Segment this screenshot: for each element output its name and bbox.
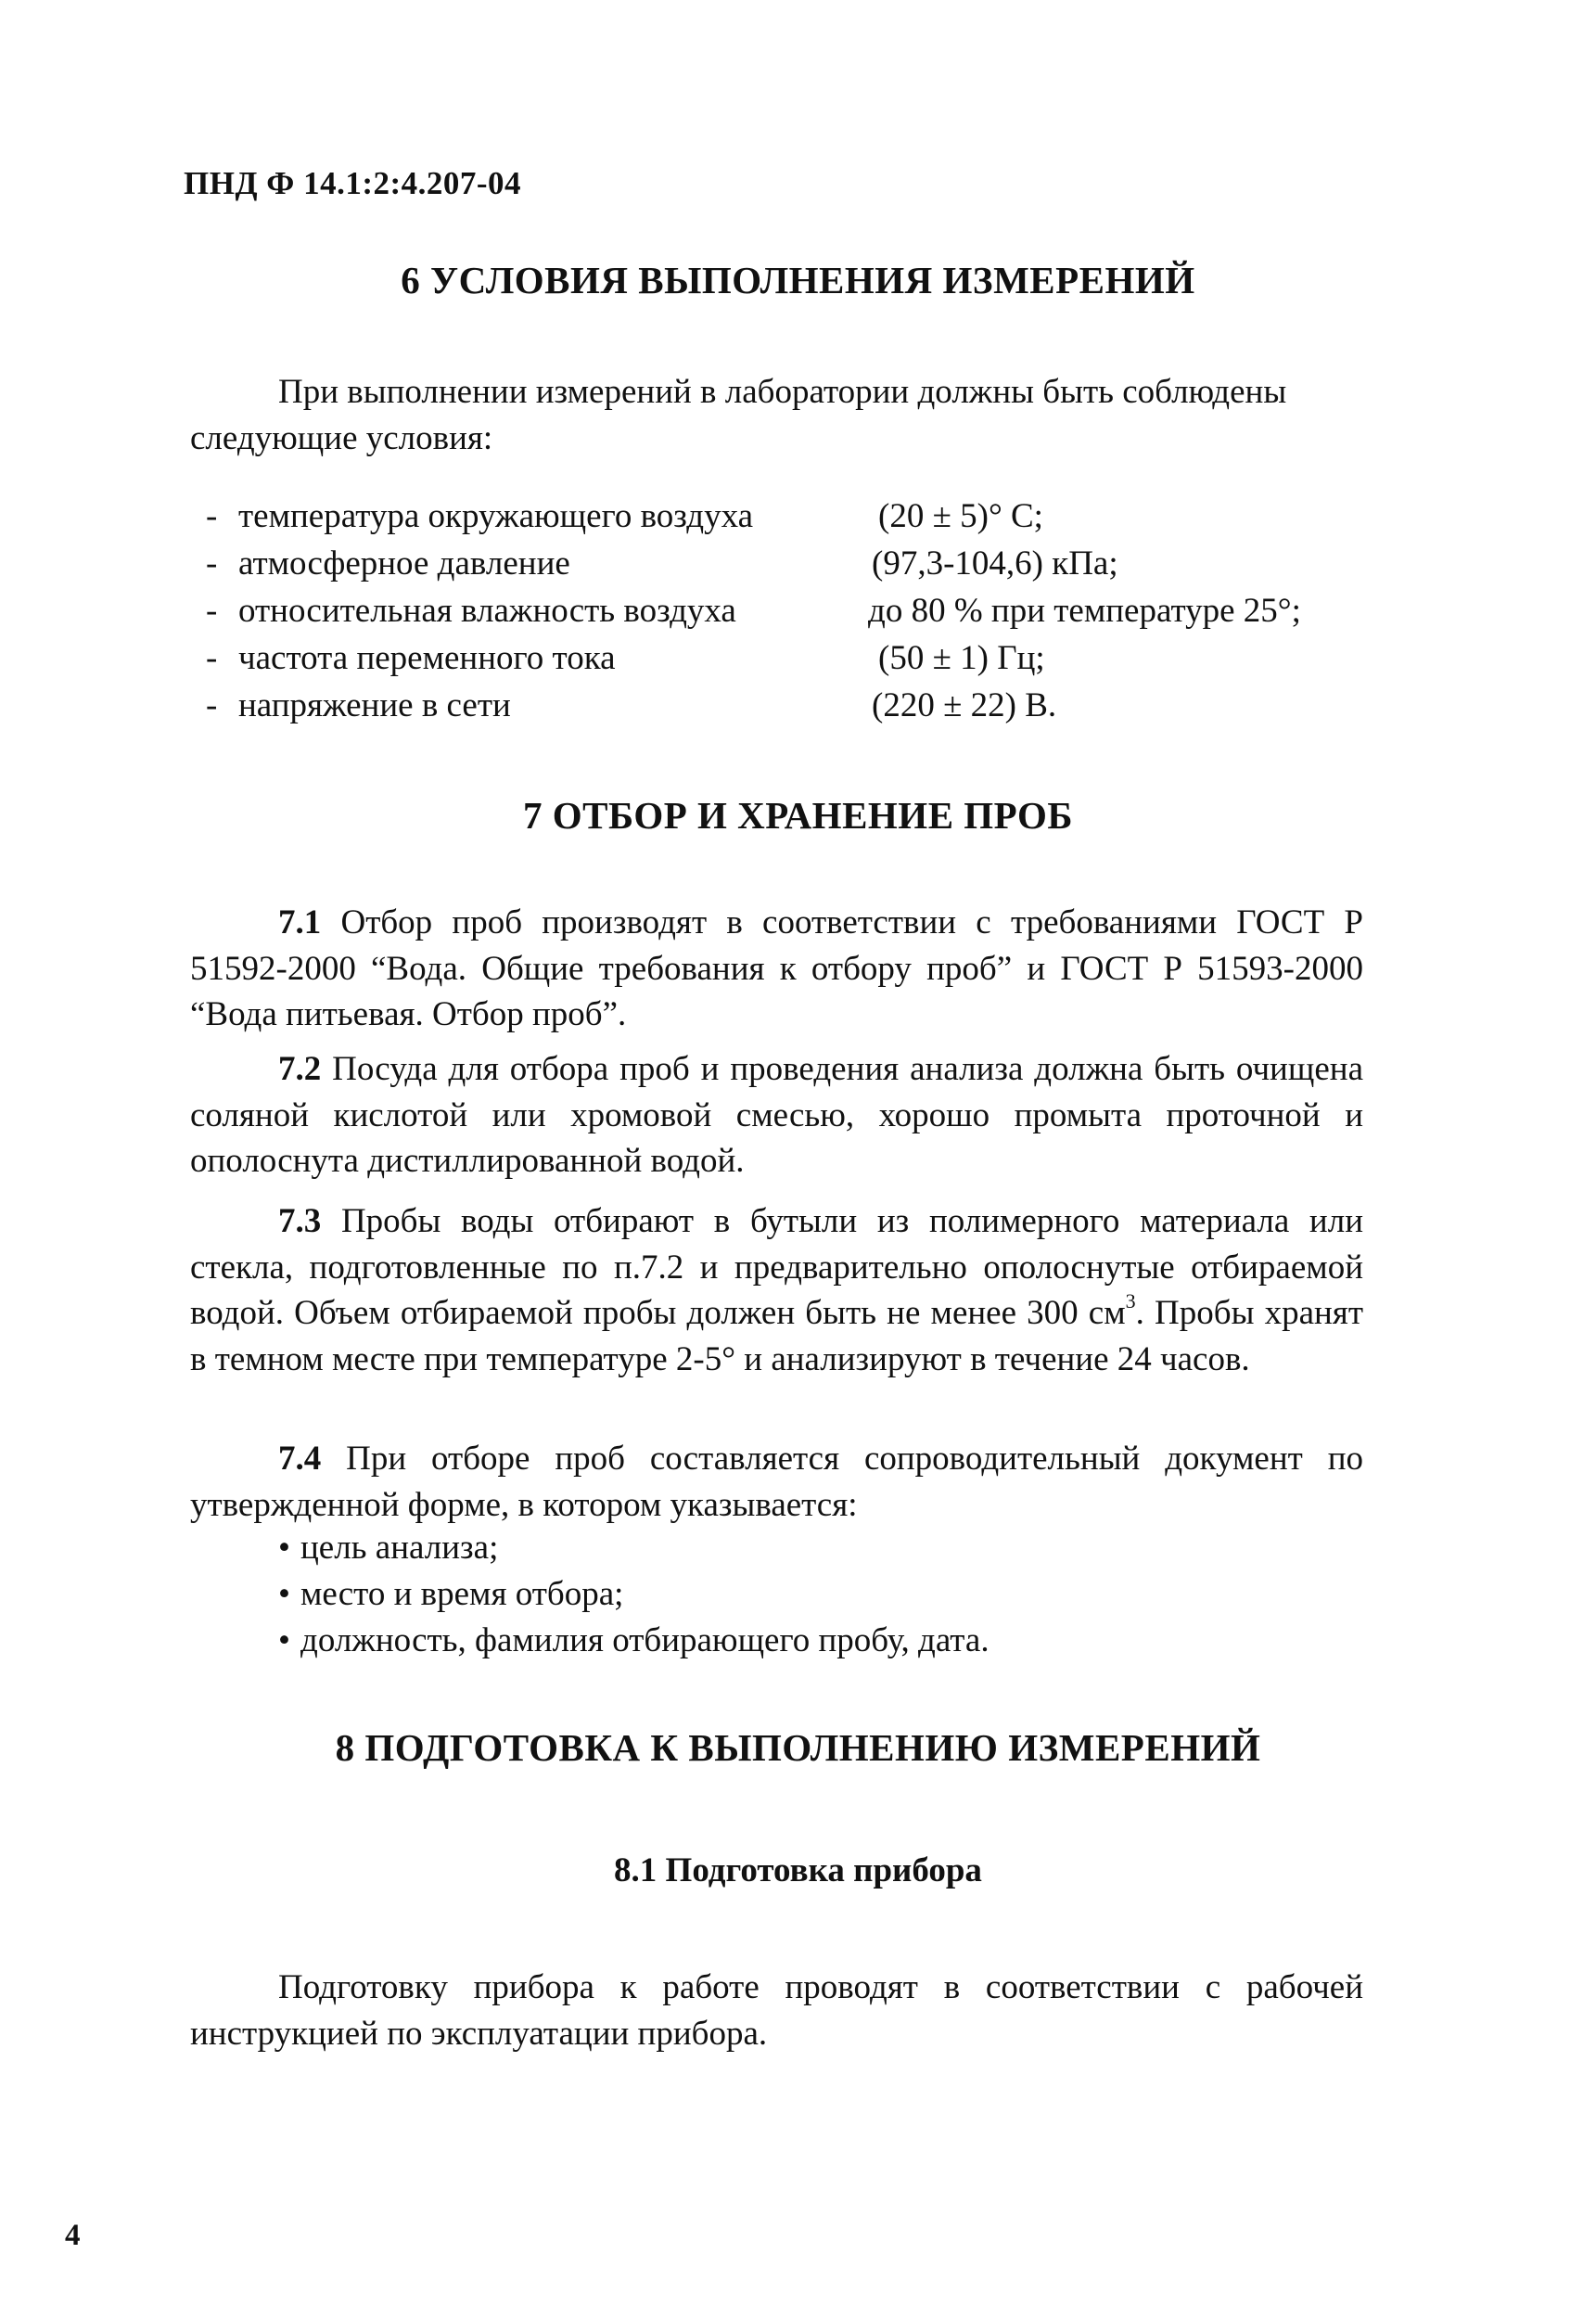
section-6-intro-line1: При выполнении измерений в лаборатории должны быть соблюдены — [278, 373, 1287, 411]
condition-dash: - — [206, 686, 218, 724]
condition-dash: - — [206, 592, 218, 630]
section-6-intro — [190, 369, 1363, 461]
paragraph-text: Посуда для отбора проб и проведения анализа должна быть очищена соляной кислотой или хромовой смесью, хорошо промыта проточной и ополоснута дистиллированной водой. — [190, 1050, 1363, 1180]
list-item-text: место и время отбора; — [300, 1575, 624, 1613]
paragraph-text-continued: . Пробы хранят в темном месте при температуре 2-5° и анализируют в течение 24 часов. — [190, 1294, 1363, 1378]
paragraph-text: Подготовку прибора к работе проводят в соответствии с рабочей инструкцией по эксплуатации прибора. — [190, 1968, 1363, 2053]
paragraph-number: 7.1 — [278, 903, 322, 941]
bullet-dot: • — [278, 1529, 290, 1567]
document-code: ПНД Ф 14.1:2:4.207-04 — [184, 165, 522, 201]
condition-value: (50 ± 1) Гц; — [878, 639, 1045, 677]
condition-value: (97,3-104,6) кПа; — [872, 544, 1118, 583]
superscript: 3 — [1125, 1288, 1136, 1313]
list-item-text: цель анализа; — [300, 1529, 499, 1567]
condition-name: частота переменного тока — [238, 639, 616, 677]
list-item-text: должность, фамилия отбирающего пробу, дата. — [300, 1621, 990, 1659]
paragraph-text: При отборе проб составляется сопроводительный документ по утвержденной форме, в котором указывается: — [190, 1440, 1363, 1524]
condition-value: (20 ± 5)° С; — [878, 497, 1043, 535]
paragraph-number: 7.3 — [278, 1202, 322, 1240]
paragraph-7-2 — [190, 1046, 1363, 1185]
section-6-intro-line2: следующие условия: — [190, 418, 493, 457]
condition-name: относительная влажность воздуха — [238, 592, 736, 630]
condition-name: напряжение в сети — [238, 686, 511, 724]
paragraph-text: Отбор проб производят в соответствии с требованиями ГОСТ Р 51592-2000 “Вода. Общие требования к отбору проб” и ГОСТ Р 51593-2000 “Вода питьевая. Отбор проб”. — [190, 903, 1363, 1033]
section-8-title: 8 ПОДГОТОВКА К ВЫПОЛНЕНИЮ ИЗМЕРЕНИЙ — [335, 1726, 1261, 1769]
paragraph-7-4 — [190, 1436, 1363, 1528]
condition-row — [206, 591, 1411, 637]
list-item — [278, 1528, 498, 1568]
list-item — [278, 1620, 990, 1660]
paragraph-text: Пробы воды отбирают в бутыли из полимерного материала или стекла, подготовленные по п.7.2 и предварительно ополоснутые отбираемой водой. Объем отбираемой пробы должен быть не менее 300 см — [190, 1202, 1364, 1332]
condition-row — [206, 685, 1411, 732]
paragraph-number: 7.4 — [278, 1440, 322, 1478]
bullet-dot: • — [278, 1575, 290, 1613]
condition-value: (220 ± 22) В. — [872, 686, 1057, 724]
condition-row — [206, 544, 1411, 590]
paragraph-7-1 — [190, 900, 1363, 1038]
condition-dash: - — [206, 639, 218, 677]
condition-row — [206, 638, 1411, 685]
section-6-title: 6 УСЛОВИЯ ВЫПОЛНЕНИЯ ИЗМЕРЕНИЙ — [401, 259, 1195, 301]
condition-name: температура окружающего воздуха — [238, 497, 754, 535]
section-7-title: 7 ОТБОР И ХРАНЕНИЕ ПРОБ — [523, 794, 1073, 837]
paragraph-8-1 — [190, 1965, 1363, 2056]
page-number: 4 — [65, 2219, 81, 2252]
list-item — [278, 1574, 623, 1614]
condition-name: атмосферное давление — [238, 544, 570, 583]
condition-row — [206, 496, 1411, 543]
paragraph-7-3 — [190, 1198, 1363, 1382]
bullet-dot: • — [278, 1621, 290, 1659]
condition-dash: - — [206, 544, 218, 583]
section-8-1-subtitle: 8.1 Подготовка прибора — [614, 1851, 982, 1889]
condition-dash: - — [206, 497, 218, 535]
condition-value: до 80 % при температуре 25°; — [868, 592, 1301, 630]
paragraph-number: 7.2 — [278, 1050, 322, 1088]
